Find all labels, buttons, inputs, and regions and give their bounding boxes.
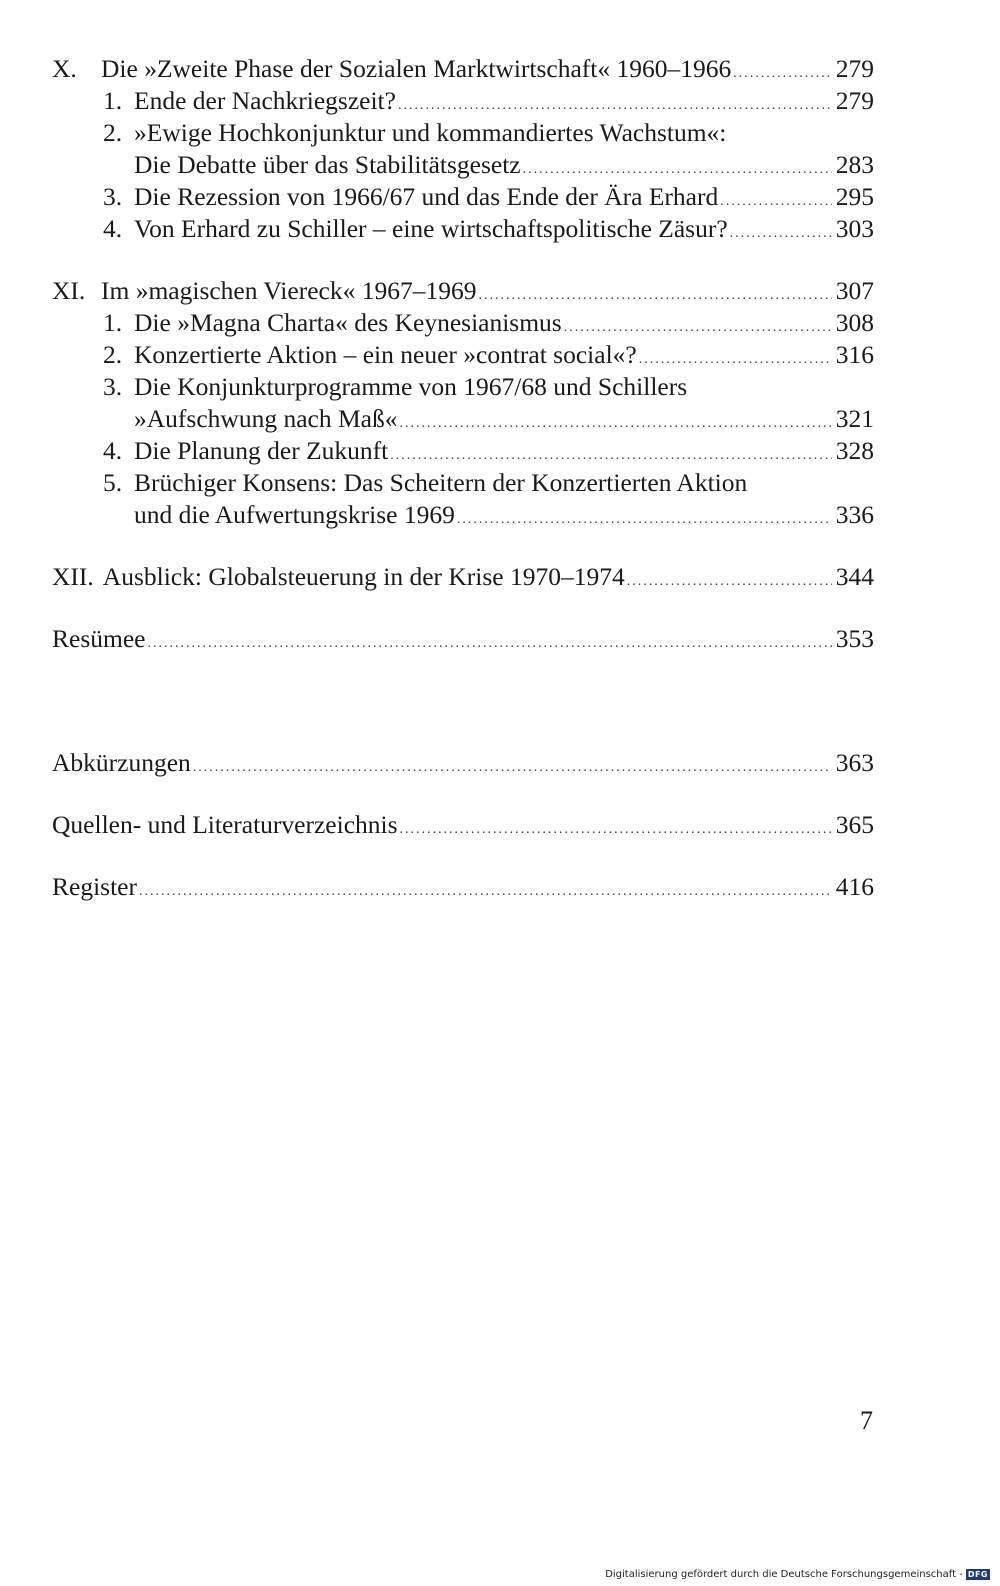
chapter-title: Im »magischen Viereck« 1967–1969 [101,276,477,305]
page-reference: 303 [835,214,874,243]
page-reference: 308 [835,308,874,337]
section-number: 5. [103,468,123,497]
resumee-entry [52,623,874,655]
section-entry[interactable] [52,213,874,245]
page-number: 7 [860,1406,873,1435]
chapter-xii [52,561,874,593]
chapter-heading[interactable] [52,53,874,85]
chapter-number: XI. [52,276,86,305]
dot-leader [627,566,832,598]
section-entry[interactable] [52,435,874,467]
chapter-x [52,53,874,245]
section-entry[interactable] [52,307,874,339]
page-reference: 344 [835,562,874,591]
chapter-heading[interactable] [52,275,874,307]
appendix-abkuerzungen [52,747,874,779]
page-reference: 365 [835,810,874,839]
dot-leader [457,504,832,536]
spacer [52,685,874,747]
section-title: Von Erhard zu Schiller – eine wirtschaftspolitische Zäsur? [134,214,728,243]
section-title: Die Rezession von 1966/67 und das Ende der Ära Erhard [134,182,719,211]
dot-leader [733,58,831,90]
dot-leader [399,408,831,440]
section-entry[interactable] [52,339,874,371]
chapter-number: X. [52,54,77,83]
page-reference: 321 [835,404,874,433]
section-number: 1. [103,308,123,337]
page-reference: 336 [835,500,874,529]
page-reference: 279 [835,54,874,83]
table-of-contents [52,53,874,933]
dot-leader [193,752,832,784]
section-number: 2. [103,118,123,147]
section-entry-continued[interactable] [52,499,874,531]
toc-entry[interactable] [52,871,874,903]
toc-entry[interactable] [52,623,874,655]
page-reference: 316 [835,340,874,369]
toc-entry[interactable] [52,809,874,841]
section-number: 3. [103,182,123,211]
section-entry[interactable] [52,181,874,213]
page-reference: 416 [835,872,874,901]
section-number: 1. [103,86,123,115]
section-title: Konzertierte Aktion – ein neuer »contrat social«? [134,340,637,369]
page-reference: 307 [835,276,874,305]
section-title: Die Planung der Zukunft [134,436,389,465]
section-title: »Aufschwung nach Maß« [134,404,398,433]
chapter-heading[interactable] [52,561,874,593]
page-reference: 363 [835,748,874,777]
section-title: Die Konjunkturprogramme von 1967/68 und Schillers [134,372,688,401]
appendix-quellen [52,809,874,841]
section-number: 4. [103,214,123,243]
section-title: und die Aufwertungskrise 1969 [134,500,455,529]
section-entry-continued[interactable] [52,149,874,181]
chapter-xi [52,275,874,531]
page-reference: 353 [835,624,874,653]
entry-title: Register [52,872,137,901]
section-entry-continued[interactable] [52,403,874,435]
entry-title: Abkürzungen [52,748,191,777]
section-title: Die »Magna Charta« des Keynesianismus [134,308,562,337]
page-reference: 295 [835,182,874,211]
dfg-logo-icon: DFG [967,1570,988,1579]
entry-title: Resümee [52,624,146,653]
dot-leader [147,628,831,660]
section-title: Brüchiger Konsens: Das Scheitern der Konzertierten Aktion [134,468,748,497]
section-number: 4. [103,436,123,465]
digitization-footer [605,1569,990,1580]
entry-title: Quellen- und Literaturverzeichnis [52,810,398,839]
section-title: Ende der Nachkriegszeit? [134,86,396,115]
dot-leader [720,186,832,218]
footer-text: Digitalisierung gefördert durch die Deutsche Forschungsgemeinschaft - [605,1569,963,1580]
dot-leader [139,876,832,908]
chapter-title: Ausblick: Globalsteuerung in der Krise 1970–1974 [102,562,625,591]
page-reference: 283 [835,150,874,179]
section-number: 3. [103,372,123,401]
section-entry[interactable] [52,85,874,117]
section-number: 2. [103,340,123,369]
appendix-register [52,871,874,903]
dot-leader [400,814,832,846]
dot-leader [730,218,832,250]
section-title: Die Debatte über das Stabilitätsgesetz [134,150,521,179]
section-title: »Ewige Hochkonjunktur und kommandiertes Wachstum«: [134,118,727,147]
toc-entry[interactable] [52,747,874,779]
page-reference: 328 [835,436,874,465]
page-reference: 279 [835,86,874,115]
chapter-number: XII. [52,562,94,591]
chapter-title: Die »Zweite Phase der Sozialen Marktwirtschaft« 1960–1966 [101,54,732,83]
